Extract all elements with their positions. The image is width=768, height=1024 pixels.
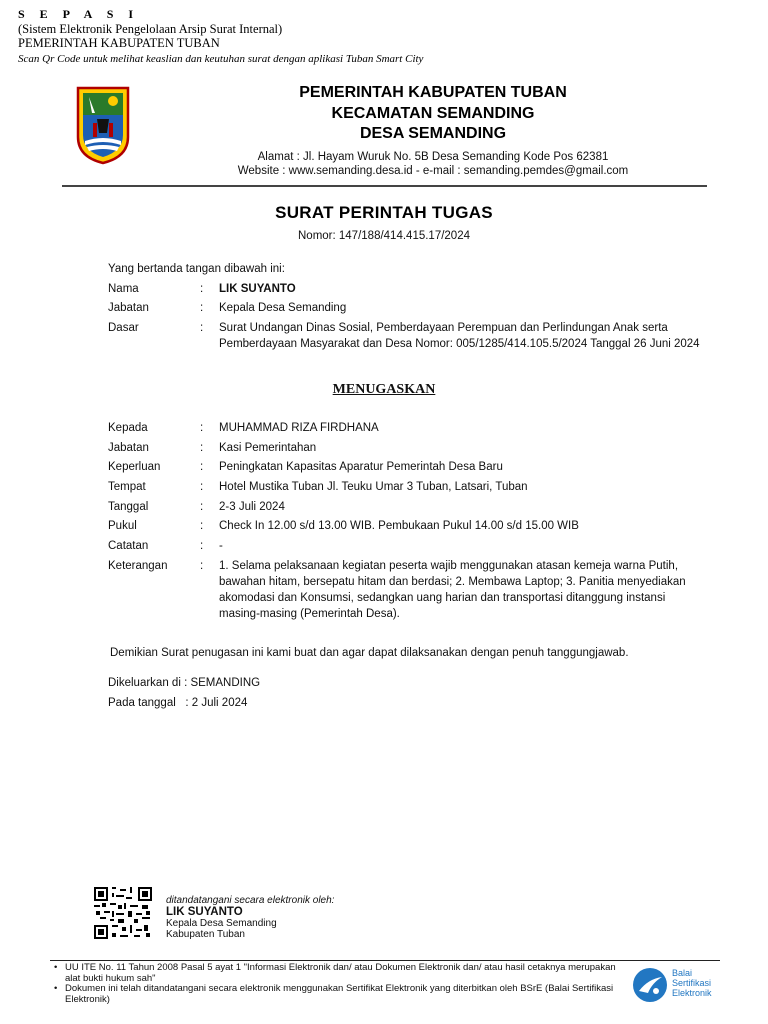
closing-text: Demikian Surat penugasan ini kami buat dan agar dapat dilaksanakan dengan penuh tanggungjawab. <box>110 647 629 659</box>
footer-notes <box>54 963 624 1005</box>
bsre-emblem-icon <box>630 965 670 1005</box>
row-colon: : <box>200 422 204 434</box>
tuban-coat-of-arms-icon <box>75 85 131 165</box>
row-label: Jabatan <box>108 302 149 314</box>
row-colon: : <box>200 481 204 493</box>
sepasi-brand: S E P A S I <box>18 7 140 21</box>
row-value: Check In 12.00 s/d 13.00 WIB. Pembukaan Pukul 14.00 s/d 15.00 WIB <box>219 520 579 532</box>
bsre-line-2: Sertifikasi <box>672 978 712 988</box>
footer-rule <box>50 960 720 961</box>
row-label: Keperluan <box>108 461 161 473</box>
issuer-name: LIK SUYANTO <box>219 283 296 295</box>
letter-title: SURAT PERINTAH TUGAS <box>275 203 493 222</box>
row-value: Peningkatan Kapasitas Aparatur Pemerintah Desa Baru <box>219 461 503 473</box>
row-colon: : <box>200 322 204 334</box>
letterhead-address: Alamat : Jl. Hayam Wuruk No. 5B Desa Semanding Kode Pos 62381 <box>257 150 609 163</box>
scan-note: Scan Qr Code untuk melihat keaslian dan keutuhan surat dengan aplikasi Tuban Smart City <box>18 52 424 65</box>
letterhead-line-3: DESA SEMANDING <box>359 125 507 142</box>
row-label: Tempat <box>108 481 146 493</box>
row-label: Dasar <box>108 322 139 334</box>
bsre-line-1: Balai <box>672 968 693 978</box>
row-label: Tanggal <box>108 501 149 513</box>
header-org: PEMERINTAH KABUPATEN TUBAN <box>18 36 220 51</box>
letterhead <box>160 83 706 178</box>
qr-code-icon <box>94 887 152 939</box>
row-label: Catatan <box>108 540 149 552</box>
row-label: Kepada <box>108 422 148 434</box>
electronic-signature <box>166 895 334 940</box>
row-colon: : <box>200 501 204 513</box>
row-colon: : <box>200 560 204 572</box>
row-value: - <box>219 540 223 552</box>
signature-note: ditandatangani secara elektronik oleh: <box>166 895 335 906</box>
letter-number: Nomor: 147/188/414.415.17/2024 <box>298 230 470 242</box>
row-colon: : <box>200 520 204 532</box>
letterhead-line-1: PEMERINTAH KABUPATEN TUBAN <box>299 84 567 101</box>
row-colon: : <box>200 540 204 552</box>
row-value: MUHAMMAD RIZA FIRDHANA <box>219 422 379 434</box>
row-value: Kepala Desa Semanding <box>219 302 347 314</box>
row-colon: : <box>200 302 204 314</box>
signer-region: Kabupaten Tuban <box>166 929 245 940</box>
letterhead-rule <box>62 185 707 187</box>
row-label: Keterangan <box>108 560 168 572</box>
assignment-heading: MENUGASKAN <box>332 382 436 397</box>
bsre-line-3: Elektronik <box>672 988 712 998</box>
row-value: 1. Selama pelaksanaan kegiatan peserta wajib menggunakan atasan kemeja warna Putih, bawahan hitam, bersepatu hitam dan berdasi; 2. Membawa Laptop; 3. Panitia menyediakan akomodasi dan Konsumsi, sedangkan uang harian dan transportasi ditanggung instansi masing-masing (Pemerintah Desa). <box>219 560 686 620</box>
letterhead-line-2: KECAMATAN SEMANDING <box>331 104 535 122</box>
signer-position: Kepala Desa Semanding <box>166 918 277 929</box>
bsre-logo <box>630 965 730 1005</box>
issued-place: Dikeluarkan di : SEMANDING <box>108 677 261 689</box>
row-label: Jabatan <box>108 442 149 454</box>
row-value: Surat Undangan Dinas Sosial, Pemberdayaan Perempuan dan Perlindungan Anak serta Pemberdayaan Masyarakat dan Desa Nomor: 005/1285/414.105.5/2024 Tanggal 26 Juni 2024 <box>219 322 700 350</box>
intro-text: Yang bertanda tangan dibawah ini: <box>108 263 285 275</box>
footer-note: • UU ITE No. 11 Tahun 2008 Pasal 5 ayat 1 "Informasi Elektronik dan/ atau Dokumen Elektronik dan/ atau hasil cetaknya merupakan alat bukti hukum sah" <box>54 963 624 984</box>
issued-date: Pada tanggal : 2 Juli 2024 <box>108 697 248 709</box>
letter-title-block <box>0 203 768 242</box>
footer-note: • Dokumen ini telah ditandatangani secara elektronik menggunakan Sertifikat Elektronik yang diterbitkan oleh BSrE (Balai Sertifikasi Elektronik) <box>54 984 624 1005</box>
system-name: (Sistem Elektronik Pengelolaan Arsip Surat Internal) <box>18 21 283 36</box>
row-colon: : <box>200 461 204 473</box>
row-label: Pukul <box>108 520 137 532</box>
sepasi-header <box>18 8 423 65</box>
row-colon: : <box>200 442 204 454</box>
row-value: 2-3 Juli 2024 <box>219 501 285 513</box>
row-value: Hotel Mustika Tuban Jl. Teuku Umar 3 Tuban, Latsari, Tuban <box>219 481 528 493</box>
row-label: Nama <box>108 283 139 295</box>
signer-name: LIK SUYANTO <box>166 906 243 918</box>
bsre-text <box>672 968 712 998</box>
row-value: Kasi Pemerintahan <box>219 442 317 454</box>
letterhead-website: Website : www.semanding.desa.id - e-mail : semanding.pemdes@gmail.com <box>237 164 629 177</box>
row-colon: : <box>200 283 204 295</box>
